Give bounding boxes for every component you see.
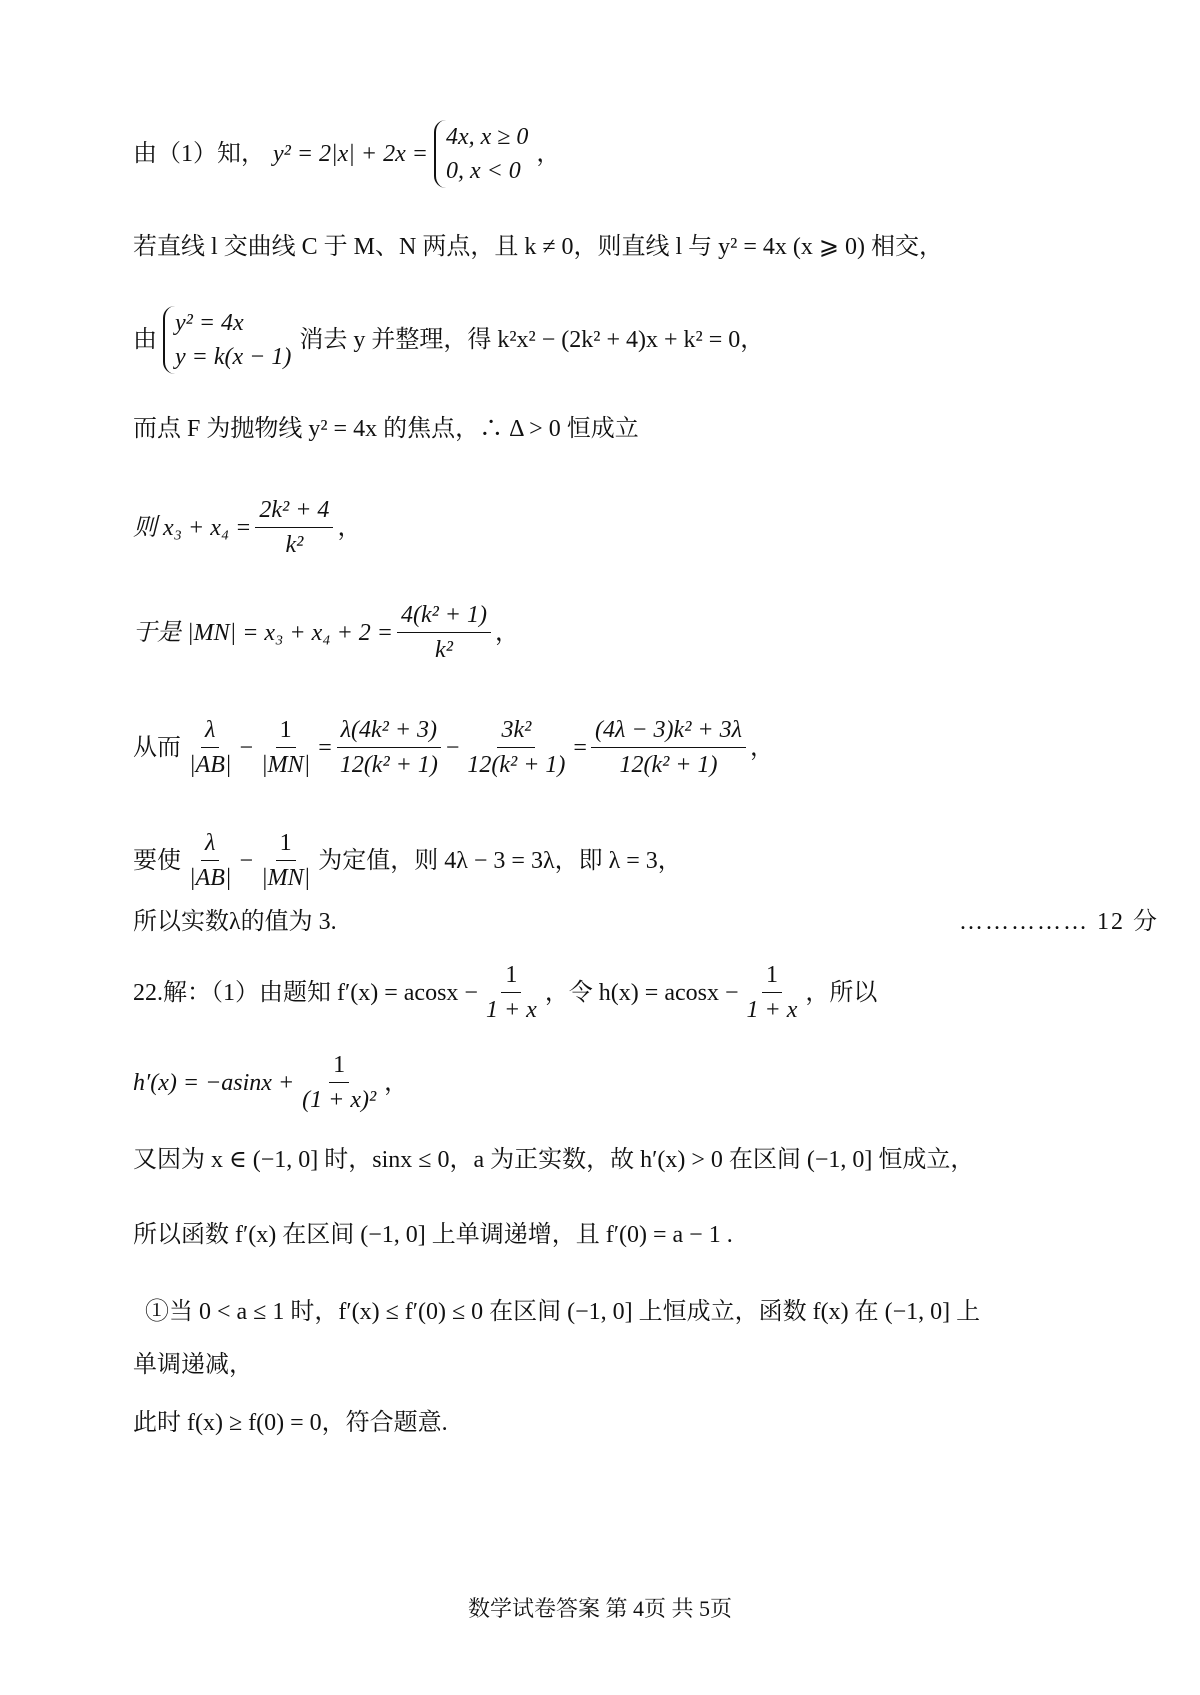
text: ①当 0 < a ≤ 1 时，f′(x) ≤ f′(0) ≤ 0 在区间 (−1, 0] 上恒成立，函数 f(x) 在 (−1, 0] 上: [145, 1299, 981, 1325]
line-9: [133, 907, 1159, 937]
fraction: [336, 715, 442, 780]
numerator: λ: [201, 715, 219, 748]
operator: =: [573, 734, 587, 761]
text: ，: [495, 619, 519, 646]
numerator: 1: [501, 960, 521, 993]
equation: 则 x₃ + x₄ =: [133, 514, 252, 541]
line-14: [145, 1297, 980, 1327]
numerator: 2k² + 4: [255, 495, 333, 528]
denominator: |AB|: [189, 865, 232, 891]
text: ，所以: [805, 979, 878, 1006]
piecewise-brace: [434, 120, 528, 188]
text: 从而: [133, 734, 181, 761]
denominator: |MN|: [261, 865, 311, 891]
page-footer: 数学试卷答案 第 4页 共 5页: [467, 1596, 732, 1621]
line-15: [133, 1350, 253, 1380]
line-5: [133, 495, 361, 560]
text: ，: [384, 1069, 409, 1096]
text: ，: [337, 514, 362, 541]
denominator: 12(k² + 1): [467, 752, 566, 778]
line-8: [133, 828, 682, 893]
score-marker: …………… 12 分: [959, 909, 1159, 935]
text: 为定值，则 4λ − 3 = 3λ，即 λ = 3，: [318, 847, 682, 874]
fraction: [257, 828, 314, 893]
numerator: λ(4k² + 3): [337, 715, 441, 748]
text: 由: [133, 327, 157, 353]
text: 而点 F 为抛物线 y² = 4x 的焦点，∴ Δ > 0 恒成立: [133, 416, 639, 442]
denominator: k²: [435, 637, 453, 663]
fraction: [257, 715, 314, 780]
line-4: [133, 414, 639, 444]
text: 消去 y 并整理，得 k²x² − (2k² + 4)x + k² = 0，: [299, 327, 765, 353]
numerator: 1: [276, 715, 296, 748]
fraction: [463, 715, 569, 780]
text: ，: [749, 734, 774, 761]
line-3: [133, 306, 764, 374]
case: 4x, x ≥ 0: [445, 124, 529, 150]
numerator: (4λ − 3)k² + 3λ: [591, 715, 746, 748]
text: 由（1）知，: [133, 141, 265, 167]
text: ，: [536, 141, 561, 167]
fraction: [743, 960, 802, 1025]
text: 单调递减，: [133, 1352, 253, 1378]
operator: −: [239, 734, 254, 761]
fraction: [298, 1050, 380, 1115]
denominator: 1 + x: [746, 997, 798, 1023]
line-2: [133, 232, 943, 262]
denominator: k²: [285, 532, 304, 558]
line-6: [133, 600, 519, 665]
equation: y² = 2|x| + 2x =: [273, 141, 428, 167]
case: y = k(x − 1): [175, 344, 292, 370]
text: ，令 h(x) = acosx −: [544, 979, 739, 1006]
case: 0, x < 0: [445, 158, 521, 184]
numerator: 3k²: [497, 715, 535, 748]
system-brace: [163, 306, 291, 374]
operator: −: [239, 847, 254, 874]
line-12: [133, 1145, 974, 1175]
denominator: 1 + x: [485, 997, 537, 1023]
denominator: |AB|: [189, 752, 232, 778]
denominator: |MN|: [261, 752, 311, 778]
numerator: 1: [762, 960, 782, 993]
equation: h′(x) = −asinx +: [133, 1069, 295, 1096]
operator: −: [445, 734, 460, 761]
fraction: [185, 715, 236, 780]
numerator: 1: [276, 828, 296, 861]
case: y² = 4x: [175, 310, 244, 336]
text: 所以实数λ的值为 3.: [133, 909, 337, 935]
text: 若直线 l 交曲线 C 于 M、N 两点，且 k ≠ 0，则直线 l 与 y² = 4x (x ⩾ 0) 相交，: [133, 234, 944, 260]
line-13: [133, 1220, 733, 1250]
fraction: [255, 495, 333, 560]
fraction: [185, 828, 236, 893]
line-11: [133, 1050, 408, 1115]
numerator: 1: [329, 1050, 349, 1083]
fraction: [397, 600, 491, 665]
equation: 于是 |MN| = x₃ + x₄ + 2 =: [133, 619, 393, 646]
line-16: [133, 1408, 448, 1438]
numerator: 4(k² + 1): [397, 600, 491, 633]
text: 又因为 x ∈ (−1, 0] 时，sinx ≤ 0，a 为正实数，故 h′(x) > 0 在区间 (−1, 0] 恒成立，: [133, 1147, 975, 1173]
denominator: 12(k² + 1): [339, 752, 438, 778]
denominator: (1 + x)²: [302, 1087, 377, 1113]
fraction: [591, 715, 746, 780]
fraction: [482, 960, 541, 1025]
text: 此时 f(x) ≥ f(0) = 0，符合题意.: [133, 1410, 448, 1436]
numerator: λ: [201, 828, 219, 861]
denominator: 12(k² + 1): [619, 752, 718, 778]
text: 所以函数 f′(x) 在区间 (−1, 0] 上单调递增，且 f′(0) = a − 1 .: [133, 1222, 733, 1248]
text: 要使: [133, 847, 181, 874]
line-10: [133, 960, 877, 1025]
line-1: [133, 120, 560, 188]
text: 22.解：（1）由题知 f′(x) = acosx −: [133, 979, 478, 1006]
operator: =: [318, 734, 332, 761]
line-7: [133, 715, 774, 780]
